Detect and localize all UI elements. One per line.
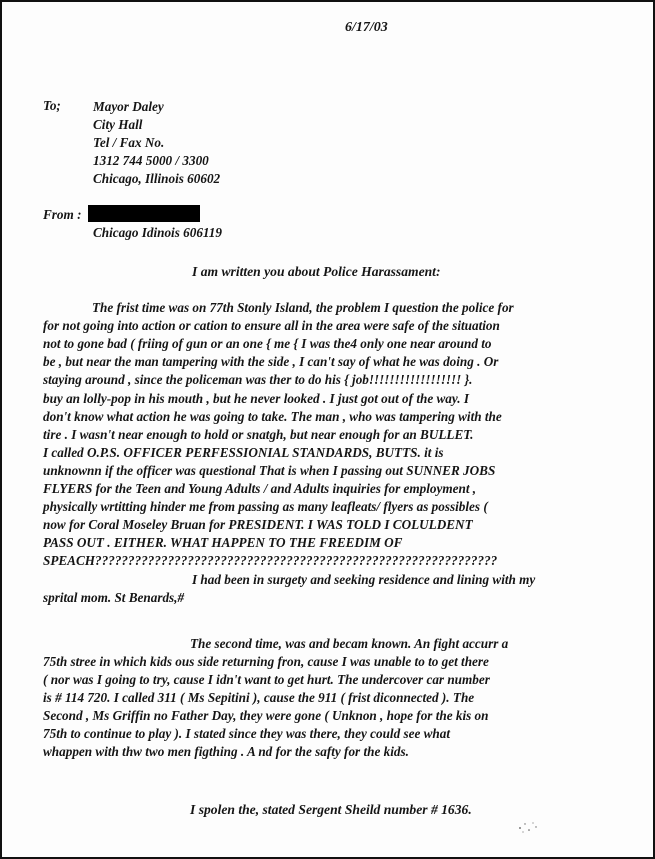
text-line: now for Coral Moseley Bruan for PRESIDENT. I WAS TOLD I COLULDENT	[43, 517, 473, 532]
text-line: 75th to continue to play ). I stated since they was there, they could see what	[43, 726, 450, 741]
text-line: I had been in surgety and seeking residence and lining with my	[192, 572, 536, 587]
redacted-name-block	[88, 205, 200, 222]
text-line: sprital mom. St Benards,#	[43, 590, 185, 605]
text-line: whappen with thw two men figthing . A nd for the safty for the kids.	[43, 744, 409, 759]
text-line: staying around , since the policeman was ther to do his { job!!!!!!!!!!!!!!!!!! }.	[43, 372, 473, 387]
letter-subject: I am written you about Police Harassament:	[192, 264, 441, 279]
recipient-address	[93, 98, 220, 188]
recipient-name: Mayor Daley	[93, 99, 164, 114]
text-line: don't know what action he was going to take. The man , who was tampering with the	[43, 409, 502, 424]
recipient-office: City Hall	[93, 117, 143, 132]
text-line: buy an lolly-pop in his mouth , but he never looked . I just got out of the way. I	[43, 391, 469, 406]
text-line: ( nor was I going to try, cause I idn't want to get hurt. The undercover car number	[43, 672, 490, 687]
text-line: The frist time was on 77th Stonly Island, the problem I question the police for	[92, 300, 514, 315]
text-line: Second , Ms Griffin no Father Day, they were gone ( Unknon , hope for the kis on	[43, 708, 489, 723]
text-line: The second time, was and becam known. An fight accurr a	[190, 636, 509, 651]
sender-city: Chicago Idinois 606119	[93, 225, 222, 240]
closing-line: I spolen the, stated Sergent Sheild number # 1636.	[190, 802, 472, 817]
recipient-phone-label: Tel / Fax No.	[93, 135, 165, 150]
letter-date: 6/17/03	[345, 20, 388, 35]
text-line: not to gone bad ( friing of gun or an one { me { I was the4 only one near around to	[43, 336, 492, 351]
text-line: is # 114 720. I called 311 ( Ms Sepitini ), cause the 911 ( frist diconnected ). The	[43, 690, 475, 705]
text-line: be , but near the man tampering with the side , I can't say of what he was doing . Or	[43, 354, 499, 369]
text-line: physically wrtitting hinder me from passing as many leafleats/ flyers as possibles (	[43, 499, 488, 514]
text-line: unknownn if the officer was questional That is when I passing out SUNNER JOBS	[43, 463, 496, 478]
text-line: PASS OUT . EITHER. WHAT HAPPEN TO THE FREEDIM OF	[43, 535, 403, 550]
text-line: for not going into action or cation to ensure all in the area were safe of the situation	[43, 318, 500, 333]
text-line: FLYERS for the Teen and Young Adults / and Adults inquiries for employment ,	[43, 481, 477, 496]
from-label: From :	[43, 207, 82, 222]
recipient-phone: 1312 744 5000 / 3300	[93, 153, 209, 168]
scan-speckle-mark	[514, 814, 542, 836]
text-line: I called O.P.S. OFFICER PERFESSIONIAL STANDARDS, BUTTS. it is	[43, 445, 444, 460]
to-label: To;	[43, 98, 61, 113]
text-line: tire . I wasn't near enough to hold or snatgh, but near enough for an BULLET.	[43, 427, 474, 442]
text-line: SPEACH?????????????????????????????????????????????????????????????	[43, 553, 498, 568]
text-line: 75th stree in which kids ous side returning fron, cause I was unable to to get there	[43, 654, 489, 669]
recipient-city: Chicago, Illinois 60602	[93, 171, 221, 186]
